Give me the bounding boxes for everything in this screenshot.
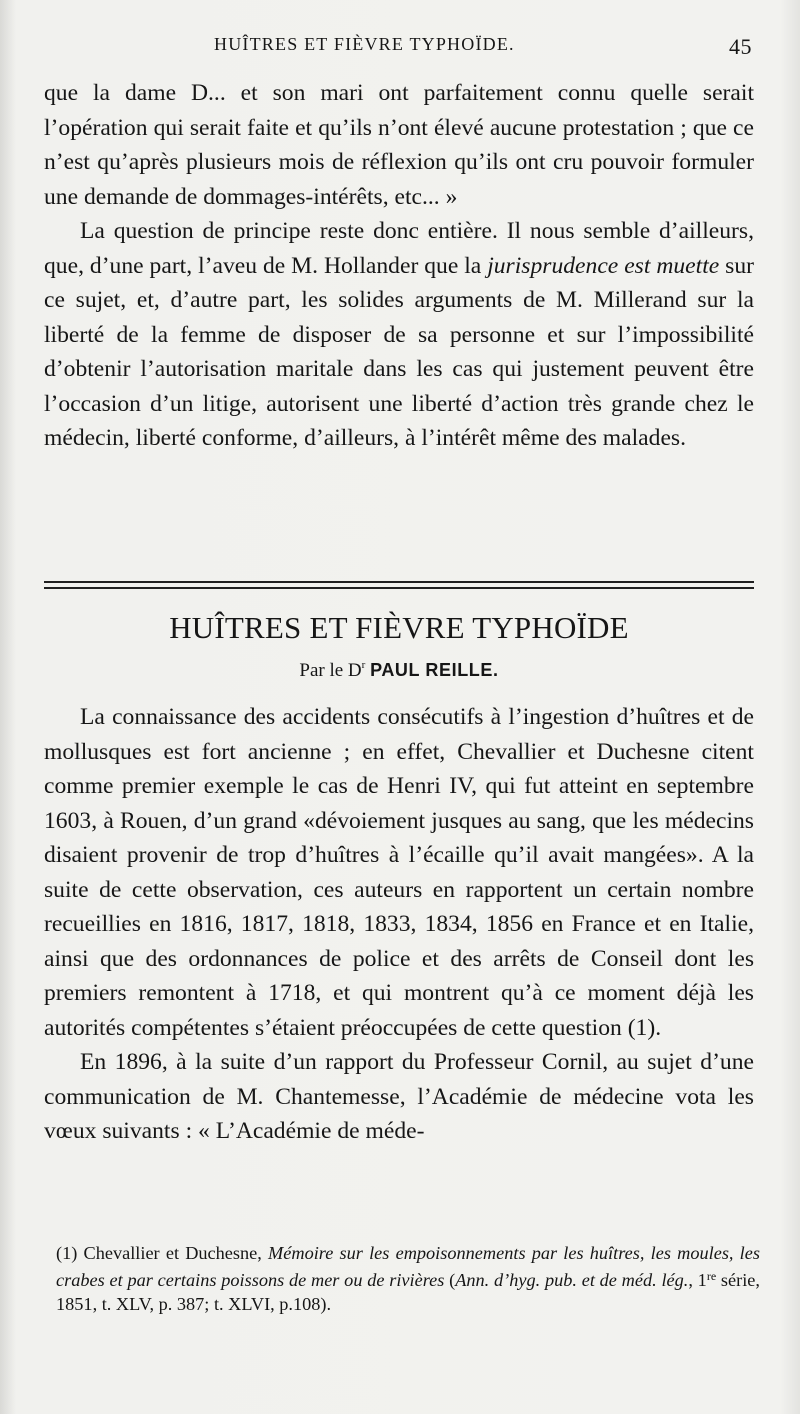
author-prefix: Par le D <box>299 660 362 681</box>
article-body <box>44 700 754 1149</box>
article-title: HUÎTRES ET FIÈVRE TYPHOÏDE <box>169 610 629 645</box>
principle-text-start: La question de principe reste donc entière. Il nous semble d’ailleurs, que, d’une part, l’aveu de M. Hollander que la <box>44 218 754 279</box>
footnote-authors: Chevallier et Duchesne, <box>77 1243 269 1263</box>
continued-paragraph: que la dame D... et son mari ont parfaitement connu quelle serait l’opération qui serait faite et qu’ils n’ont élevé aucune protestation ; que ce n’est qu’après plusieurs mois de réflexion qu’ils ont cru pouvoir formuler une demande de dommages-intérêts, etc... » <box>44 80 754 210</box>
author-name: PAUL REILLE. <box>370 660 499 680</box>
footnote-marker: (1) <box>56 1243 78 1263</box>
footnote-memoir-title: Mémoire sur les empoisonnements par les huîtres, les moules, les crabes et par certains poissons de mer ou de rivières <box>56 1243 760 1291</box>
footnote-source-mid: , 1 <box>688 1270 707 1291</box>
footnote-journal-title: Ann. d’hyg. pub. et de méd. lég. <box>455 1270 689 1291</box>
footnote-source-open: ( <box>444 1270 456 1291</box>
article-paragraph-2: En 1896, à la suite d’un rapport du Professeur Cornil, au sujet d’une communication de M. Chantemesse, l’Académie de médecine vota les vœux suivants : « L’Académie de méde- <box>44 1049 754 1144</box>
article-paragraph-1: La connaissance des accidents consécutifs à l’ingestion d’huîtres et de mollusques est fort ancienne ; en effet, Chevallier et Duchesne citent comme premier exemple le cas de Henri IV, qui fut atteint en septembre 1603, à Rouen, d’un grand «dévoiement jusques au sang, que les médecins disaient provenir de trop d’huîtres à l’écaille qu’il avait mangées». A la suite de cette observation, ces auteurs en rapportent un certain nombre recueillies en 1816, 1817, 1818, 1833, 1834, 1856 en France et en Italie, ainsi que des ordonnances de police et des arrêts de Conseil dont les premiers remontent à 1718, et qui montrent qu’à ce moment déjà les autorités compétentes s’étaient préoccupées de cette question (1). <box>44 704 754 1041</box>
footnote-series-superscript: re <box>706 1269 717 1284</box>
principle-paragraph <box>44 214 754 456</box>
continued-text-block <box>44 76 754 456</box>
running-header <box>44 34 752 62</box>
principle-text-end: sur ce sujet, et, d’autre part, les solides arguments de M. Millerand sur la liberté de la femme de disposer de sa personne et sur l’impossibilité d’obtenir l’autorisation maritale dans les cas qui justement peuvent être l’occasion d’un litige, autorisent une liberté d’action très grande chez le médecin, liberté conforme, d’ailleurs, à l’intérêt même des malades. <box>44 252 755 451</box>
footnote-source-end: série, 1851, t. XLV, p. 387; t. XLVI, p.108). <box>56 1270 760 1314</box>
section-rule-bottom <box>44 587 754 589</box>
footnote <box>56 1242 760 1316</box>
jurisprudence-italic: jurisprudence est muette <box>487 252 720 279</box>
section-rule-top <box>44 581 754 583</box>
doctor-superscript: r <box>361 659 366 671</box>
author-line <box>44 652 754 684</box>
page-number: 45 <box>729 34 752 59</box>
running-title: HUÎTRES ET FIÈVRE TYPHOÏDE. <box>214 34 515 54</box>
